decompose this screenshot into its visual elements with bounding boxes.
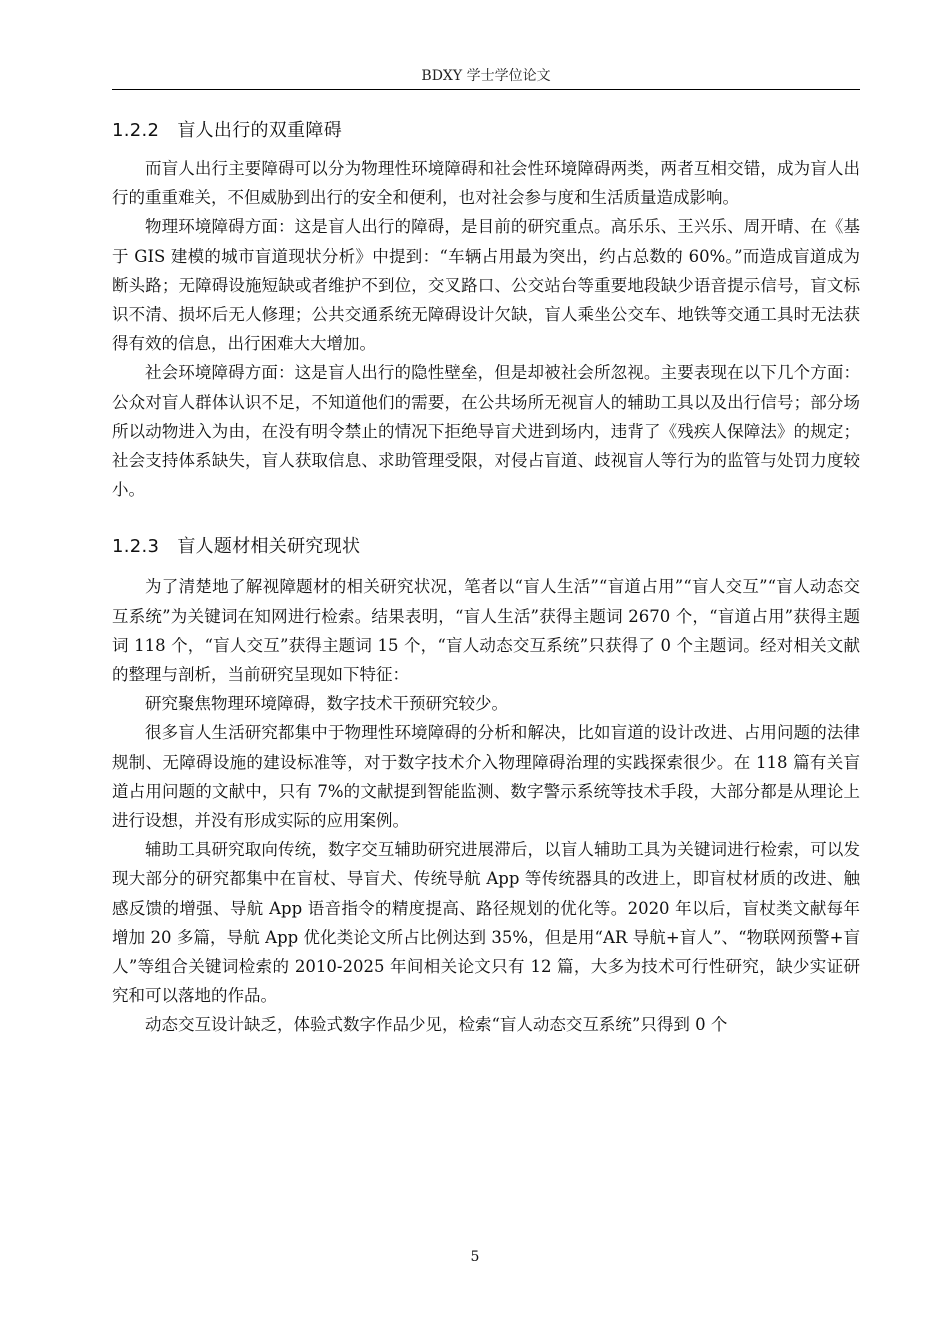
- paragraph: 而盲人出行主要障碍可以分为物理性环境障碍和社会性环境障碍两类，两者互相交错，成为盲人出行的重重难关，不但威胁到出行的安全和便利，也对社会参与度和生活质量造成影响。: [112, 159, 860, 208]
- paragraph: 社会环境障碍方面：这是盲人出行的隐性壁垒，但是却被社会所忽视。主要表现在以下几个方面：公众对盲人群体认识不足，不知道他们的需要，在公共场所无视盲人的辅助工具以及出行信号；部分场所以动物进入为由，在没有明令禁止的情况下拒绝导盲犬进到场内，违背了《残疾人保障法》的规定；社会支持体系缺失，盲人获取信息、求助管理受限，对侵占盲道、歧视盲人等行为的监管与处罚力度较小。: [112, 363, 860, 500]
- section-heading-1-2-3: [112, 528, 860, 566]
- paragraph: 研究聚焦物理环境障碍，数字技术干预研究较少。: [145, 694, 508, 714]
- page-body: [112, 112, 860, 1040]
- paragraph: 动态交互设计缺乏，体验式数字作品少见，检索“盲人动态交互系统”只得到 0 个: [145, 1015, 728, 1035]
- paragraph: 为了清楚地了解视障题材的相关研究状况，笔者以“盲人生活”“盲道占用”“盲人交互”“盲人动态交互系统”为关键词在知网进行检索。结果表明，“盲人生活”获得主题词 2670 个，“盲道占用”获得主题词 118 个，“盲人交互”获得主题词 15 个，“盲人动态交互系统”只获得了 0 个主题词。经对相关文献的整理与剖析，当前研究呈现如下特征：: [112, 577, 860, 685]
- header-rule: [112, 89, 860, 90]
- section-number: 1.2.3: [112, 536, 160, 558]
- section-title: 盲人题材相关研究现状: [177, 536, 361, 558]
- section-number: 1.2.2: [112, 120, 160, 141]
- paragraph: 辅助工具研究取向传统，数字交互辅助研究进展滞后，以盲人辅助工具为关键词进行检索，可以发现大部分的研究都集中在盲杖、导盲犬、传统导航 App 等传统器具的改进上，即盲杖材质的改进、触感反馈的增强、导航 App 语音指令的精度提高、路径规划的优化等。2020 年以后，盲杖类文献每年增加 20 多篇，导航 App 优化类论文所占比例达到 35%，但是用“AR 导航+盲人”、“物联网预警+盲人”等组合关键词检索的 2010-2025 年间相关论文只有 12 篇，大多为技术可行性研究，缺少实证研究和可以落地的作品。: [112, 840, 860, 1006]
- section-title: 盲人出行的双重障碍: [177, 120, 343, 141]
- paragraph: 很多盲人生活研究都集中于物理性环境障碍的分析和解决，比如盲道的设计改进、占用问题的法律规制、无障碍设施的建设标准等，对于数字技术介入物理障碍治理的实践探索很少。在 118 篇有关盲道占用问题的文献中，只有 7%的文献提到智能监测、数字警示系统等技术手段，大部分都是从理论上进行设想，并没有形成实际的应用案例。: [112, 723, 860, 831]
- section-heading-1-2-2: [112, 112, 860, 150]
- paragraph: 物理环境障碍方面：这是盲人出行的障碍，是目前的研究重点。高乐乐、王兴乐、周开晴、在《基于 GIS 建模的城市盲道现状分析》中提到：“车辆占用最为突出，约占总数的 60%。”而造成盲道成为断头路；无障碍设施短缺或者维护不到位，交叉路口、公交站台等重要地段缺少语音提示信号，盲文标识不清、损坏后无人修理；公共交通系统无障碍设计欠缺，盲人乘坐公交车、地铁等交通工具时无法获得有效的信息，出行困难大大增加。: [112, 217, 860, 354]
- page-number: 5: [470, 1249, 480, 1265]
- running-header: BDXY 学士学位论文: [421, 68, 551, 84]
